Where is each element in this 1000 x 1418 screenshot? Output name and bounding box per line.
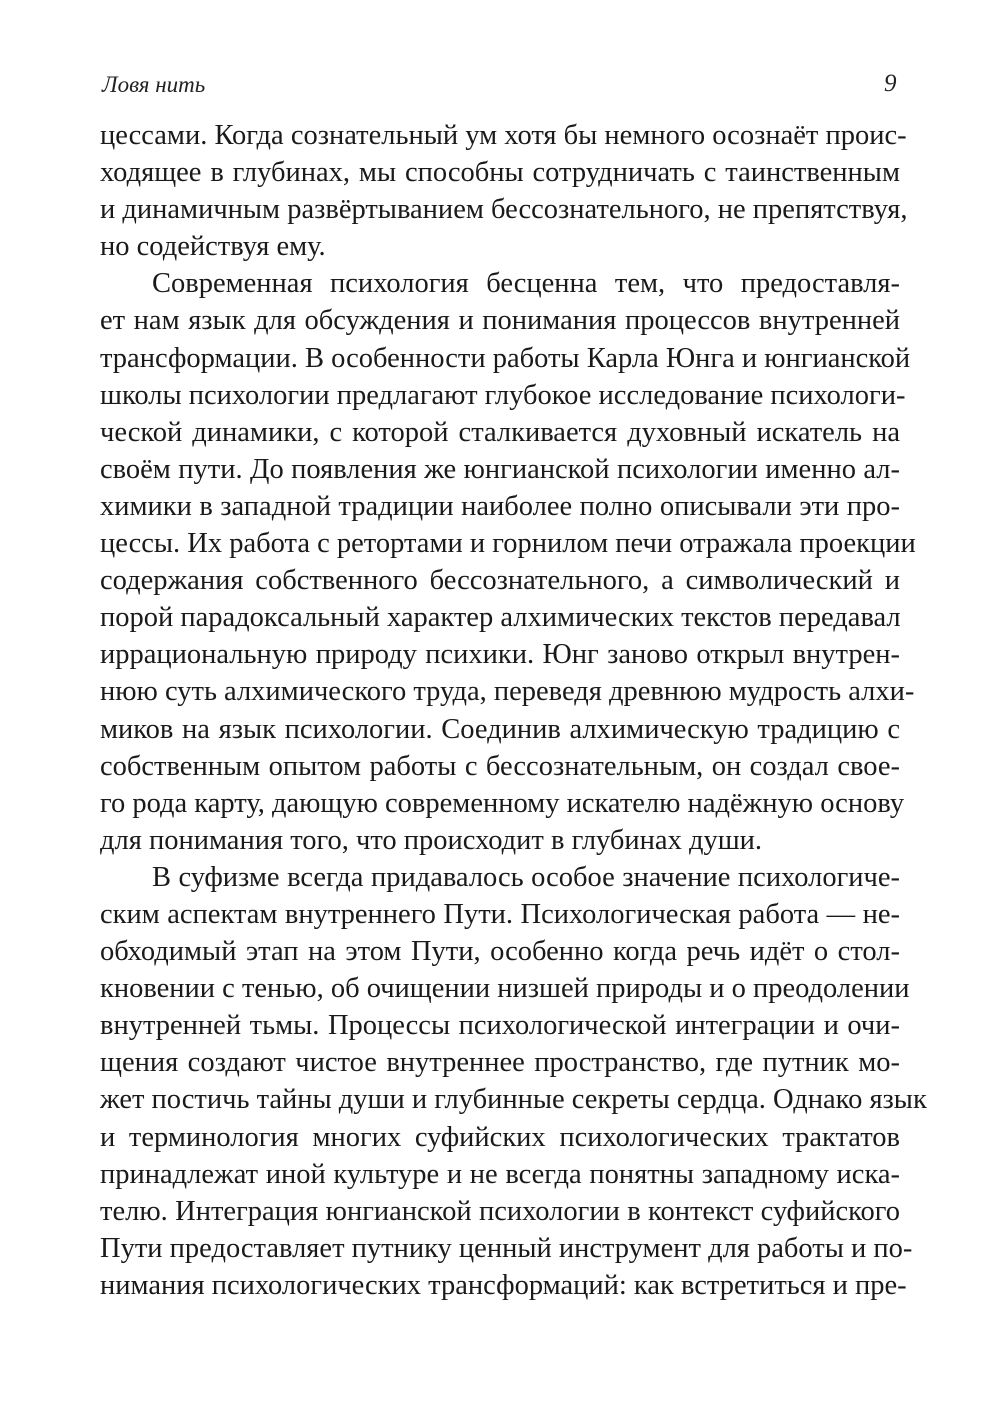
text-line: Пути предоставляет путнику ценный инструмент для работы и по-	[100, 1232, 913, 1264]
text-line: и терминология многих суфийских психологических трактатов	[100, 1121, 900, 1153]
text-line: Современная психология бесценна тем, что предоставля-	[152, 268, 900, 300]
text-line: нимания психологических трансформаций: как встретиться и пре-	[100, 1269, 907, 1301]
text-line: внутренней тьмы. Процессы психологической интеграции и очи-	[100, 1010, 900, 1042]
text-line: трансформации. В особенности работы Карла Юнга и юнгианской	[100, 342, 911, 374]
body-text	[100, 117, 927, 1304]
text-line: собственным опытом работы с бессознательным, он создал свое-	[100, 750, 900, 782]
text-line: миков на язык психологии. Соединив алхимическую традицию с	[100, 713, 900, 745]
text-line: цессами. Когда сознательный ум хотя бы немного осознаёт проис-	[100, 120, 907, 151]
paragraph	[100, 265, 916, 859]
text-line: ет нам язык для обсуждения и понимания процессов внутренней	[100, 305, 900, 337]
running-head-title: Ловя нить	[102, 72, 206, 97]
text-line: содержания собственного бессознательного, а символический и	[100, 565, 900, 597]
text-line: химики в западной традиции наиболее полно описывали эти про-	[100, 490, 900, 522]
paragraph	[100, 117, 908, 265]
text-line: кновении с тенью, об очищении низшей природы и о преодолении	[100, 973, 910, 1005]
text-line: го рода карту, дающую современному искателю надёжную основу	[100, 787, 905, 819]
text-line: порой парадоксальный характер алхимических текстов передавал	[100, 602, 901, 634]
text-line: принадлежат иной культуре и не всегда понятны западному иска-	[100, 1158, 900, 1190]
text-line: школы психологии предлагают глубокое исследование психологи-	[100, 379, 906, 411]
text-line: ческой динамики, с которой сталкивается духовный искатель на	[100, 416, 900, 448]
text-line: и динамичным развёртыванием бессознательного, не препятствуя,	[100, 194, 908, 226]
text-line: щения создают чистое внутреннее пространство, где путник мо-	[100, 1047, 900, 1079]
paragraph	[100, 859, 927, 1304]
text-line: но содействуя ему.	[100, 231, 326, 263]
text-line: для понимания того, что происходит в глубинах души.	[100, 824, 763, 856]
text-line: своём пути. До появления же юнгианской психологии именно ал-	[100, 453, 900, 485]
text-line: иррациональную природу психики. Юнг заново открыл внутрен-	[100, 639, 900, 671]
text-line: ходящее в глубинах, мы способны сотрудничать с таинственным	[100, 157, 900, 189]
text-line: телю. Интеграция юнгианской психологии в контекст суфийского	[100, 1195, 900, 1227]
text-line: обходимый этап на этом Пути, особенно когда речь идёт о стол-	[100, 936, 900, 968]
page-number: 9	[884, 70, 897, 97]
text-line: нюю суть алхимического труда, переведя древнюю мудрость алхи-	[100, 676, 915, 708]
text-line: В суфизме всегда придавалось особое значение психологиче-	[152, 861, 900, 893]
text-line: цессы. Их работа с ретортами и горнилом печи отражала проекции	[100, 528, 916, 560]
text-line: жет постичь тайны души и глубинные секреты сердца. Однако язык	[100, 1084, 927, 1116]
text-line: ским аспектам внутреннего Пути. Психологическая работа — не-	[100, 898, 900, 930]
